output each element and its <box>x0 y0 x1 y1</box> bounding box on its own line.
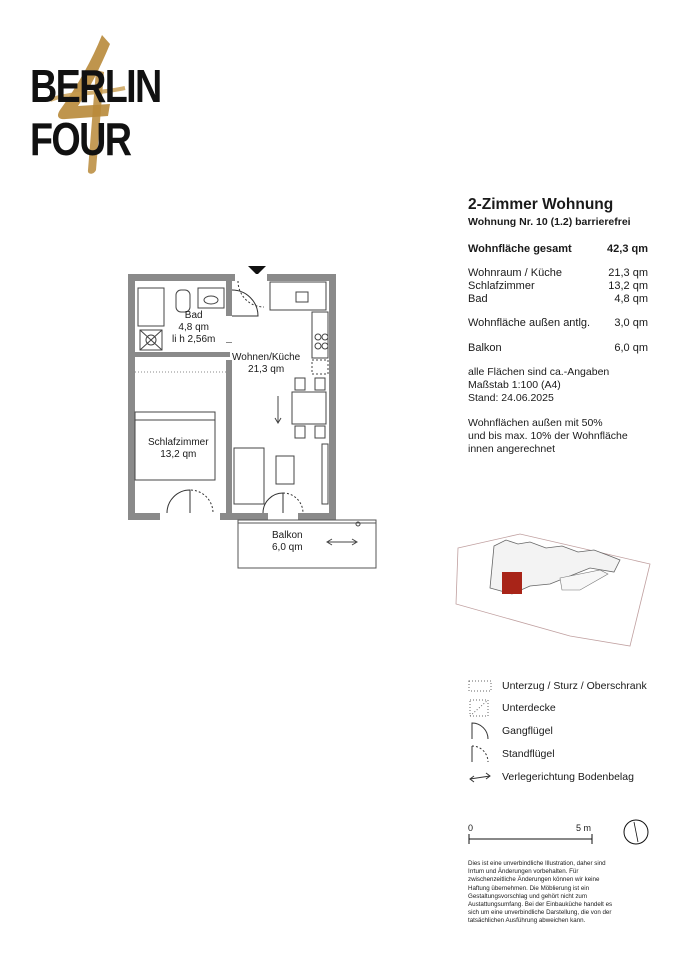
room-area-value: 13,2 qm <box>608 280 648 292</box>
room-area-row <box>468 267 648 280</box>
room-area-row <box>468 280 648 293</box>
logo-word-berlin: BERLIN <box>30 60 161 112</box>
room-area-row <box>468 293 648 306</box>
legend-item <box>468 677 678 695</box>
dotted-rectangle-icon <box>468 677 492 695</box>
legend-label: Verlegerichtung Bodenbelag <box>502 771 634 783</box>
room-area-value: 21,3 qm <box>608 267 648 279</box>
note-line: Maßstab 1:100 (A4) <box>468 379 561 391</box>
disclaimer <box>468 860 653 926</box>
room-area: 21,3 qm <box>248 364 285 375</box>
disclaimer-line: Irrtum und Änderungen vorbehalten. Für <box>468 868 579 876</box>
outside-area-label: Wohnfläche außen antlg. <box>468 317 591 329</box>
door-swing-dashed-icon <box>468 745 492 763</box>
total-area-row <box>468 243 648 256</box>
room-name: Wohnen/Küche <box>232 352 301 363</box>
apartment-highlight <box>502 572 522 594</box>
double-arrow-icon <box>468 768 492 786</box>
balcony-area-value: 6,0 qm <box>614 342 648 354</box>
floor-plan <box>120 260 390 580</box>
outside-area-row <box>468 317 648 330</box>
legend-label: Unterdecke <box>502 702 556 714</box>
balcony-area-label: Balkon <box>468 342 502 354</box>
berlin-four-logo <box>30 30 161 175</box>
room-area-value: 4,8 qm <box>614 293 648 305</box>
room-area-label: Wohnraum / Küche <box>468 267 562 279</box>
floor-plan-drawing <box>120 260 390 580</box>
room-area: 13,2 qm <box>160 449 197 460</box>
north-arrow-icon <box>622 818 650 846</box>
note-line: und bis max. 10% der Wohnfläche <box>468 430 628 442</box>
room-name: Balkon <box>272 530 303 541</box>
room-area: 6,0 qm <box>272 542 303 553</box>
note-line: Wohnflächen außen mit 50% <box>468 417 603 429</box>
scale-start-label: 0 <box>468 823 474 833</box>
door-swing-solid-icon <box>468 722 492 740</box>
legend-item <box>468 722 678 740</box>
scale-end-label: 5 m <box>576 823 592 833</box>
entrance-arrow-icon <box>248 266 266 275</box>
note-line: alle Flächen sind ca.-Angaben <box>468 366 610 378</box>
note-line: innen angerechnet <box>468 443 555 455</box>
dotted-square-diagonal-icon <box>468 699 492 717</box>
legend-label: Standflügel <box>502 748 555 760</box>
scale-bar <box>468 834 593 844</box>
disclaimer-line: tatsächlichen Ausführung abweichen kann. <box>468 917 586 925</box>
total-area-label: Wohnfläche gesamt <box>468 243 572 255</box>
room-area: 4,8 qm <box>178 322 209 333</box>
disclaimer-line: sich um eine unverbindliche Darstellung, die von der <box>468 909 612 917</box>
total-area-value: 42,3 qm <box>607 243 648 255</box>
room-height: li h 2,56m <box>172 334 216 345</box>
disclaimer-line: Austattungsumfang. Bei der Einbauküche handelt es <box>468 901 613 909</box>
disclaimer-line: Haftung übernehmen. Die Möblierung ist ein <box>468 884 590 892</box>
room-label-wohnen <box>232 352 300 376</box>
room-name: Bad <box>184 310 203 321</box>
logo-word-four: FOUR <box>30 113 131 165</box>
room-label-balkon <box>272 530 303 554</box>
disclaimer-line: Dies ist eine unverbindliche Illustration, daher sind <box>468 860 606 867</box>
room-label-bad <box>172 310 215 346</box>
outside-area-value: 3,0 qm <box>614 317 648 329</box>
disclaimer-line: zwischenzeitliche Änderungen können wir keine <box>468 876 600 884</box>
site-key-plan <box>450 528 655 653</box>
legend-item <box>468 699 678 717</box>
balcony-area-row <box>468 342 648 355</box>
apartment-title: 2-Zimmer Wohnung <box>468 196 614 213</box>
room-label-schlafzimmer <box>148 437 209 461</box>
apartment-subtitle: Wohnung Nr. 10 (1.2) barrierefrei <box>468 216 631 228</box>
room-area-list <box>468 267 648 306</box>
area-notes <box>468 366 648 405</box>
legend-item <box>468 745 678 763</box>
room-name: Schlafzimmer <box>148 437 209 448</box>
room-area-label: Schlafzimmer <box>468 280 535 292</box>
legend-label: Unterzug / Sturz / Oberschrank <box>502 680 647 692</box>
note-line: Stand: 24.06.2025 <box>468 392 554 404</box>
room-area-label: Bad <box>468 293 488 305</box>
outside-area-notes <box>468 417 648 456</box>
disclaimer-line: Gestaltungsvorschlag und gehört nicht zum <box>468 892 588 900</box>
legend-item <box>468 768 678 786</box>
legend-label: Gangflügel <box>502 725 553 737</box>
